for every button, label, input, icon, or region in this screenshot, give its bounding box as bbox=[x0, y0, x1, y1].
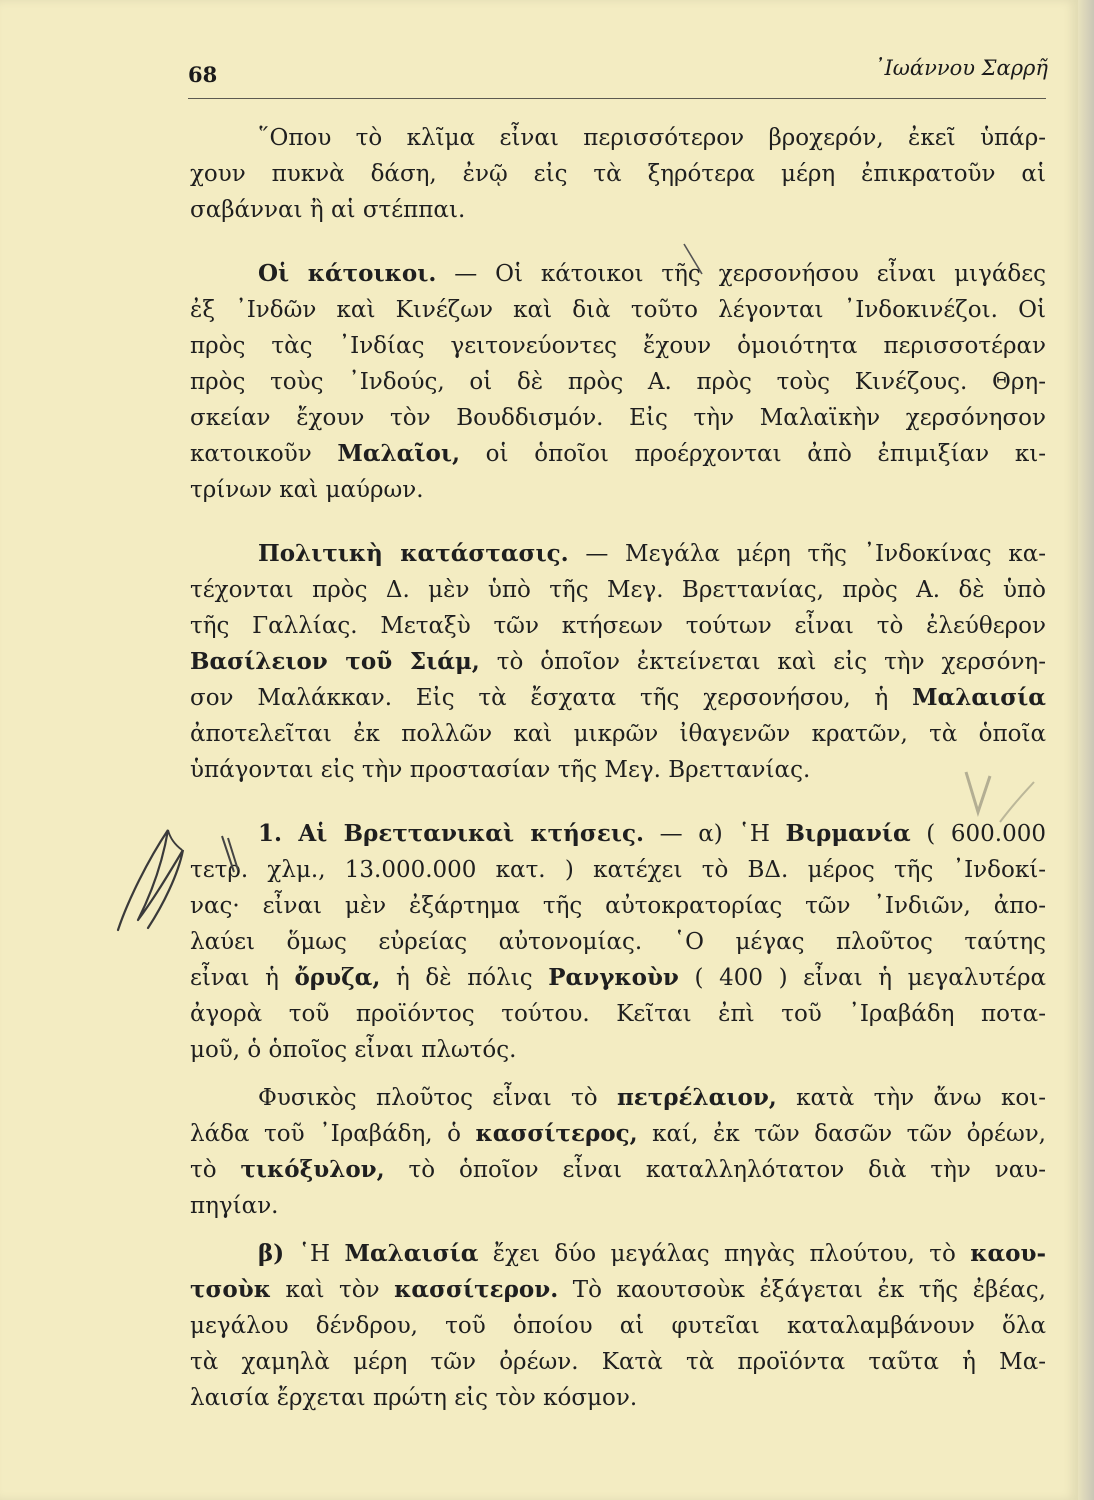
text-line: τὸ τικόξυλον, τὸ ὁποῖον εἶναι καταλληλότατον διὰ τὴν ναυ- bbox=[190, 1156, 1046, 1183]
text-line: ὑπάγονται εἰς τὴν προστασίαν τῆς Μεγ. Βρεττανίας. bbox=[190, 757, 811, 783]
page-header bbox=[188, 52, 1048, 96]
text-line: τέχονται πρὸς Δ. μὲν ὑπὸ τῆς Μεγ. Βρεττανίας, πρὸς Α. δὲ ὑπὸ bbox=[190, 577, 1046, 603]
text-line: ῞Οπου τὸ κλῖμα εἶναι περισσότερον βροχερόν, ἐκεῖ ὑπάρ- bbox=[258, 125, 1046, 151]
text-line: ἀποτελεῖται ἐκ πολλῶν καὶ μικρῶν ἰθαγενῶν κρατῶν, τὰ ὁποῖα bbox=[190, 721, 1046, 747]
text-line: σκείαν ἔχουν τὸν Βουδδισμόν. Εἰς τὴν Μαλαϊκὴν χερσόνησον bbox=[190, 405, 1046, 431]
text-line: πρὸς τοὺς ᾿Ινδούς, οἱ δὲ πρὸς Α. πρὸς τοὺς Κινέζους. Θρη- bbox=[190, 369, 1046, 395]
text-line: Βασίλειον τοῦ Σιάμ, τὸ ὁποῖον ἐκτείνεται καὶ εἰς τὴν χερσόνη- bbox=[190, 648, 1046, 675]
text-line: ἐξ ᾿Ινδῶν καὶ Κινέζων καὶ διὰ τοῦτο λέγονται ᾿Ινδοκινέζοι. Οἱ bbox=[190, 297, 1046, 323]
header-rule bbox=[188, 98, 1046, 99]
running-title: ᾿Ιωάννου Σαρρῆ bbox=[873, 56, 1048, 80]
text-line: τετρ. χλμ., 13.000.000 κατ. ) κατέχει τὸ ΒΔ. μέρος τῆς ᾿Ινδοκί- bbox=[190, 857, 1046, 883]
text-line: τρίνων καὶ μαύρων. bbox=[190, 477, 424, 503]
text-line: λαύει ὅμως εὐρείας αὐτονομίας. ῾Ο μέγας πλοῦτος ταύτης bbox=[190, 929, 1046, 955]
text-line: τσοὺκ καὶ τὸν κασσίτερον. Τὸ καουτσοὺκ ἐξάγεται ἐκ τῆς ἐβέας, bbox=[190, 1276, 1046, 1303]
text-line: λάδα τοῦ ᾿Ιραβάδη, ὁ κασσίτερος, καί, ἐκ τῶν δασῶν τῶν ὀρέων, bbox=[190, 1120, 1046, 1147]
text-line: εἶναι ἡ ὄρυζα, ἡ δὲ πόλις Ρανγκοὺν ( 400 ) εἶναι ἡ μεγαλυτέρα bbox=[190, 964, 1046, 991]
text-line: νας· εἶναι μὲν ἐξάρτημα τῆς αὐτοκρατορίας τῶν ᾿Ινδιῶν, ἀπο- bbox=[190, 893, 1046, 919]
page-number: 68 bbox=[188, 62, 218, 87]
text-line: λαισία ἔρχεται πρώτη εἰς τὸν κόσμον. bbox=[190, 1385, 638, 1411]
page-edge bbox=[1078, 0, 1094, 1500]
text-line: μοῦ, ὁ ὁποῖος εἶναι πλωτός. bbox=[190, 1037, 517, 1063]
text-line: σαβάνναι ἢ αἱ στέππαι. bbox=[190, 197, 466, 223]
text-line: πηγίαν. bbox=[190, 1193, 279, 1219]
text-line: ἀγορὰ τοῦ προϊόντος τούτου. Κεῖται ἐπὶ τοῦ ᾿Ιραβάδη ποτα- bbox=[190, 1001, 1046, 1027]
section-heading-line: Πολιτικὴ κατάστασις. — Μεγάλα μέρη τῆς ᾿Ινδοκίνας κα- bbox=[258, 540, 1046, 567]
text-line: σον Μαλάκκαν. Εἰς τὰ ἔσχατα τῆς χερσονήσου, ἡ Μαλαισία bbox=[190, 684, 1046, 711]
text-line: κατοικοῦν Μαλαῖοι, οἱ ὁποῖοι προέρχονται ἀπὸ ἐπιμιξίαν κι- bbox=[190, 440, 1046, 467]
body-text bbox=[190, 120, 1046, 1416]
section-heading-line: 1. Αἱ Βρεττανικαὶ κτήσεις. — α) ῾Η Βιρμανία ( 600.000 bbox=[258, 820, 1046, 847]
pencil-scribble-icon bbox=[108, 820, 198, 940]
text-line: πρὸς τὰς ᾿Ινδίας γειτονεύοντες ἔχουν ὁμοιότητα περισσοτέραν bbox=[190, 333, 1046, 359]
text-line: τὰ χαμηλὰ μέρη τῶν ὀρέων. Κατὰ τὰ προϊόντα ταῦτα ἡ Μα- bbox=[190, 1349, 1046, 1375]
section-heading-line: Οἱ κάτοικοι. — Οἱ κάτοικοι τῆς χερσονήσου εἶναι μιγάδες bbox=[258, 260, 1046, 287]
text-line: μεγάλου δένδρου, τοῦ ὁποίου αἱ φυτεῖαι καταλαμβάνουν ὅλα bbox=[190, 1313, 1046, 1339]
text-line: β) ῾Η Μαλαισία ἔχει δύο μεγάλας πηγὰς πλούτου, τὸ καου- bbox=[258, 1240, 1046, 1267]
text-line: χουν πυκνὰ δάση, ἐνῷ εἰς τὰ ξηρότερα μέρη ἐπικρατοῦν αἱ bbox=[190, 161, 1046, 187]
text-line: τῆς Γαλλίας. Μεταξὺ τῶν κτήσεων τούτων εἶναι τὸ ἐλεύθερον bbox=[190, 613, 1046, 639]
text-line: Φυσικὸς πλοῦτος εἶναι τὸ πετρέλαιον, κατὰ τὴν ἄνω κοι- bbox=[258, 1084, 1046, 1111]
